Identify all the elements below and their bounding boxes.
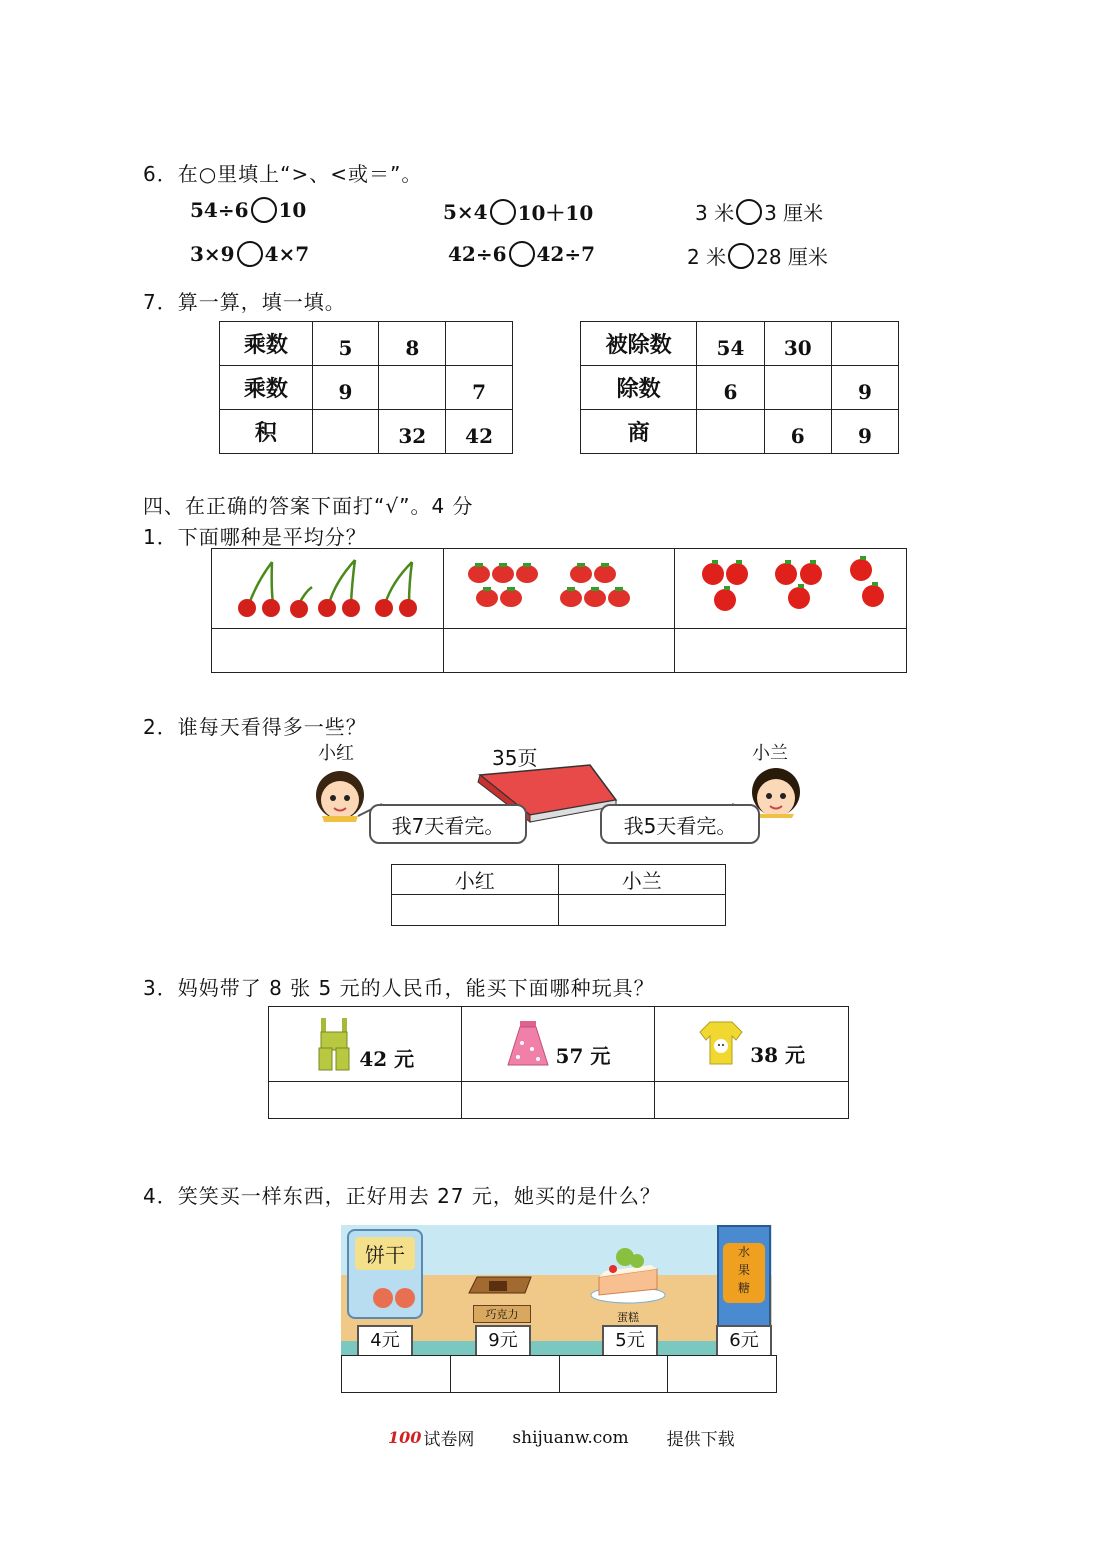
- q4-answer-table: [341, 1355, 777, 1393]
- price-tag: 5元: [602, 1325, 658, 1355]
- table-cell: 32: [379, 410, 446, 454]
- cake-icon: [589, 1243, 667, 1305]
- strawberries-image: [443, 549, 675, 629]
- compare-circle[interactable]: [490, 199, 516, 225]
- multiplication-table: [219, 321, 513, 454]
- price-label: 42 元: [359, 1047, 415, 1071]
- row-label: 积: [220, 410, 313, 454]
- table-cell: 9: [312, 366, 379, 410]
- answer-cell[interactable]: [675, 629, 907, 673]
- q7-title: 7．算一算，填一填。: [143, 290, 346, 314]
- row-label: 乘数: [220, 322, 313, 366]
- compare-circle[interactable]: [237, 241, 263, 267]
- row-label: 乘数: [220, 366, 313, 410]
- answer-cell[interactable]: [443, 629, 675, 673]
- q1-title: 1．下面哪种是平均分？: [143, 525, 367, 549]
- q2-title: 2．谁每天看得多一些？: [143, 715, 367, 739]
- division-table: [580, 321, 899, 454]
- expr-right: 42÷7: [536, 242, 596, 266]
- expr-left: 3×9: [190, 242, 235, 266]
- q2-answer-table: [391, 864, 726, 926]
- table-cell: 6: [764, 410, 831, 454]
- answer-cell[interactable]: [212, 629, 444, 673]
- cake-label: 蛋糕: [617, 1311, 639, 1324]
- price-tag: 4元: [357, 1325, 413, 1355]
- chocolate-label: 巧克力: [473, 1305, 531, 1323]
- expr-left: 2 米: [687, 245, 727, 269]
- table-cell: 7: [446, 366, 513, 410]
- chocolate-icon: [465, 1273, 535, 1301]
- answer-cell[interactable]: [559, 1356, 668, 1393]
- q6-title: 6．在○里填上“>、<或＝”。: [143, 162, 423, 186]
- answer-cell[interactable]: [312, 410, 379, 454]
- row-label: 被除数: [581, 322, 697, 366]
- xiaolan-header: 小兰: [558, 865, 726, 895]
- expr-right: 10＋10: [517, 201, 594, 225]
- row-label: 商: [581, 410, 697, 454]
- biscuit-icon: [369, 1283, 429, 1313]
- footer-site[interactable]: shijuanw.com: [512, 1427, 629, 1448]
- compare-circle[interactable]: [251, 197, 277, 223]
- biscuit-bag: [347, 1229, 423, 1319]
- candy-char: 果: [737, 1263, 750, 1277]
- book-pages: 35页: [492, 746, 538, 770]
- skirt-cell: [461, 1007, 655, 1082]
- expr-left: 3 米: [695, 201, 735, 225]
- apples-image: [675, 549, 907, 629]
- fruit-table: [211, 548, 907, 673]
- footer: [388, 1425, 735, 1450]
- cake: [589, 1243, 667, 1324]
- expr-right: 4×7: [264, 242, 310, 266]
- girl-left-icon: [316, 771, 364, 822]
- compare-item: [687, 241, 828, 270]
- table-cell: 30: [764, 322, 831, 366]
- biscuit-label: 饼干: [355, 1237, 415, 1270]
- expr-left: 5×4: [443, 199, 488, 224]
- price-label: 38 元: [750, 1043, 806, 1067]
- xiaolan-speech: 我5天看完。: [600, 804, 760, 844]
- compare-circle[interactable]: [736, 199, 762, 225]
- expr-left: 54÷6: [190, 198, 249, 222]
- shop-scene: [341, 1225, 772, 1355]
- table-cell: 54: [697, 322, 764, 366]
- answer-cell[interactable]: [831, 322, 898, 366]
- q3-title: 3．妈妈带了 8 张 5 元的人民币，能买下面哪种玩具？: [143, 976, 655, 1000]
- xiaolan-name: 小兰: [752, 743, 788, 764]
- answer-cell[interactable]: [450, 1356, 559, 1393]
- overalls-icon: [315, 1016, 353, 1072]
- cherries-icon: [227, 552, 427, 622]
- table-cell: 9: [831, 410, 898, 454]
- tshirt-cell: [655, 1007, 849, 1082]
- row-label: 除数: [581, 366, 697, 410]
- answer-cell[interactable]: [446, 322, 513, 366]
- compare-item: [448, 241, 595, 267]
- section4-title: 四、在正确的答案下面打“√”。4 分: [143, 494, 474, 518]
- xiaohong-speech: 我7天看完。: [369, 804, 527, 844]
- price-tag: 6元: [716, 1325, 772, 1355]
- xiaohong-header: 小红: [392, 865, 559, 895]
- tshirt-icon: [698, 1020, 744, 1068]
- price-tag: 9元: [475, 1325, 531, 1355]
- candy-label: [723, 1243, 765, 1303]
- expr-right: 3 厘米: [764, 201, 824, 225]
- candy-char: 水: [737, 1245, 750, 1259]
- table-cell: 9: [831, 366, 898, 410]
- answer-cell[interactable]: [697, 410, 764, 454]
- compare-item: [190, 197, 306, 223]
- answer-cell[interactable]: [392, 895, 559, 926]
- footer-note: 提供下载: [666, 1430, 735, 1450]
- answer-cell[interactable]: [342, 1356, 451, 1393]
- xiaohong-name: 小红: [318, 743, 354, 764]
- skirt-icon: [506, 1019, 550, 1069]
- price-label: 57 元: [555, 1044, 611, 1068]
- footer-name: 试卷网: [423, 1430, 475, 1450]
- cherries-image: [212, 549, 444, 629]
- toys-table: [268, 1006, 849, 1119]
- compare-item: [443, 197, 593, 226]
- expr-right: 28 厘米: [756, 245, 828, 269]
- logo: 100: [388, 1428, 422, 1447]
- answer-cell[interactable]: [764, 366, 831, 410]
- answer-cell[interactable]: [269, 1082, 462, 1119]
- answer-cell[interactable]: [558, 895, 726, 926]
- expr-left: 42÷6: [448, 242, 507, 266]
- compare-circle[interactable]: [509, 241, 535, 267]
- table-cell: 42: [446, 410, 513, 454]
- candy-char: 糖: [737, 1281, 750, 1295]
- expr-right: 10: [278, 198, 307, 222]
- chocolate-box: [465, 1273, 535, 1321]
- overalls-cell: [269, 1007, 462, 1082]
- compare-item: [190, 241, 309, 267]
- answer-cell[interactable]: [655, 1082, 849, 1119]
- answer-cell[interactable]: [461, 1082, 655, 1119]
- table-cell: 6: [697, 366, 764, 410]
- answer-cell[interactable]: [379, 366, 446, 410]
- table-cell: 5: [312, 322, 379, 366]
- compare-circle[interactable]: [728, 243, 754, 269]
- answer-cell[interactable]: [668, 1356, 777, 1393]
- apples-icon: [691, 552, 891, 622]
- compare-item: [695, 197, 823, 226]
- table-cell: 8: [379, 322, 446, 366]
- q4-title: 4．笑笑买一样东西，正好用去 27 元，她买的是什么？: [143, 1184, 661, 1208]
- strawberries-icon: [459, 552, 659, 622]
